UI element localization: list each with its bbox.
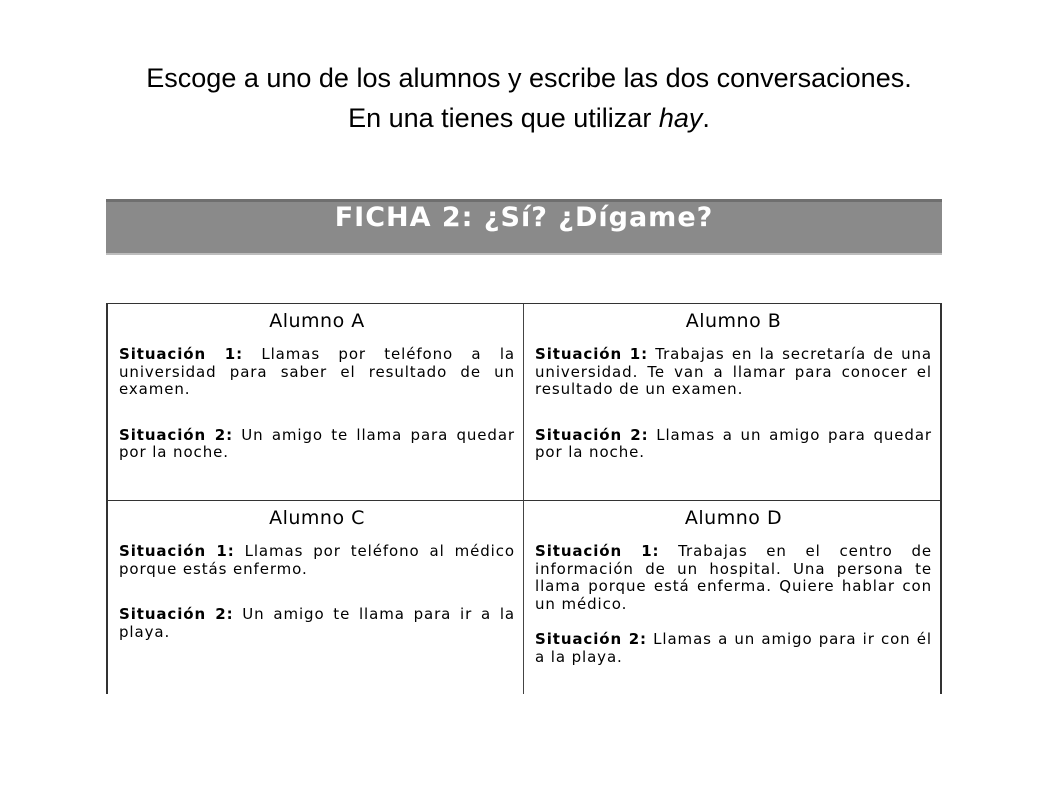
situation-2	[119, 427, 515, 462]
situation-label: Situación 1:	[535, 542, 660, 560]
situation-text: Llamas por teléfono a la universidad para saber el resultado de un examen.	[119, 345, 515, 398]
situation-label: Situación 2:	[119, 425, 233, 444]
situation-text: Un amigo te llama para ir a la playa.	[119, 605, 515, 641]
situation-text: Llamas a un amigo para quedar por la noche.	[535, 425, 932, 461]
situation-2	[535, 427, 932, 462]
situation-text: Trabajas en la secretaría de una universidad. Te van a llamar para conocer el resultado de un examen.	[535, 345, 932, 398]
student-name: Alumno A	[269, 310, 365, 332]
instructions-keyword: hay	[658, 103, 703, 133]
situation-2	[119, 606, 515, 641]
student-grid	[106, 303, 942, 693]
situation-2	[535, 631, 932, 666]
situation-text: Llamas a un amigo para ir con él a la playa.	[535, 630, 932, 666]
instructions-line-2-prefix: En una tienes que utilizar	[348, 103, 659, 133]
student-name: Alumno C	[269, 507, 365, 529]
instructions-line-1: Escoge a uno de los alumnos y escribe las dos conversaciones.	[146, 63, 912, 93]
worksheet-banner	[106, 199, 942, 255]
instructions-line-2	[0, 98, 1058, 138]
situation-label: Situación 2:	[119, 605, 234, 623]
situation-label: Situación 1:	[119, 542, 235, 560]
situation-text: Un amigo te llama para quedar por la noche.	[119, 425, 515, 461]
instructions-line-2-suffix: .	[702, 103, 710, 133]
situation-label: Situación 2:	[535, 630, 647, 648]
situation-text: Trabajas en el centro de información de un hospital. Una persona te llama porque está enferma. Quiere hablar con un médico.	[535, 542, 932, 613]
instructions-heading	[0, 58, 1058, 138]
situation-label: Situación 1:	[119, 345, 244, 363]
student-card-d	[524, 501, 942, 694]
situation-label: Situación 1:	[535, 345, 648, 363]
student-card-b	[524, 304, 942, 501]
student-card-c	[106, 501, 524, 694]
situation-1	[119, 543, 515, 578]
situation-label: Situación 2:	[535, 425, 649, 444]
student-card-a	[106, 304, 524, 501]
situation-text: Llamas por teléfono al médico porque estás enfermo.	[119, 542, 515, 578]
worksheet-title: FICHA 2: ¿Sí? ¿Dígame?	[334, 202, 714, 233]
situation-1	[119, 346, 515, 399]
situation-1	[535, 346, 932, 399]
student-name: Alumno B	[685, 310, 782, 332]
student-name: Alumno D	[684, 507, 783, 529]
situation-1	[535, 543, 932, 613]
